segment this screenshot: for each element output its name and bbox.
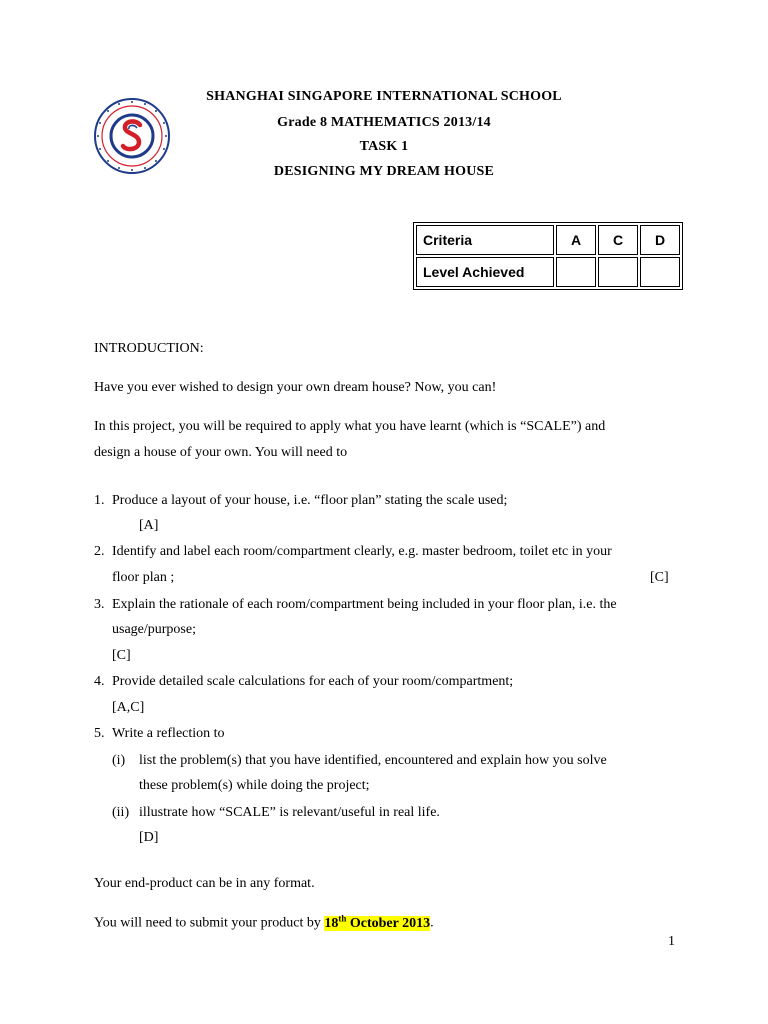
level-cell-a[interactable] [556,257,596,287]
deadline-day: 18 [324,915,339,931]
criteria-col-d: D [640,225,680,255]
course-title: Grade 8 MATHEMATICS 2013/14 [277,115,491,130]
item-1-number: 1. [94,493,105,508]
item-2-number: 2. [94,544,105,559]
school-name: SHANGHAI SINGAPORE INTERNATIONAL SCHOOL [206,89,562,104]
criteria-col-a: A [556,225,596,255]
item-3-text: Explain the rationale of each room/compartment being included in your floor plan, i.e. the [112,597,617,612]
criteria-label: Criteria [416,225,554,255]
criteria-table [413,222,683,290]
criteria-col-c: C [598,225,638,255]
item-4-text: Provide detailed scale calculations for each of your room/compartment; [112,674,514,689]
deadline-month-year: October 2013 [346,915,431,931]
criteria-header-row [416,225,680,255]
item-1-text: Produce a layout of your house, i.e. “floor plan” stating the scale used; [112,493,508,508]
subitem-i-number: (i) [112,753,126,768]
item-3-number: 3. [94,597,105,612]
submission-suffix: . [430,915,434,931]
intro-line-1: Have you ever wished to design your own dream house? Now, you can! [94,380,497,395]
intro-heading: INTRODUCTION: [94,341,204,356]
item-3-text-2: usage/purpose; [112,622,196,637]
task-number: TASK 1 [359,139,409,154]
subitem-ii-tag: [D] [139,830,159,845]
intro-line-2a: In this project, you will be required to apply what you have learnt (which is “SCALE”) and [94,419,606,434]
item-2-text-2: floor plan ; [112,570,175,585]
subitem-ii-text: illustrate how “SCALE” is relevant/useful in real life. [139,805,440,820]
deadline-ordinal: th [338,913,347,923]
submission-line [94,913,434,932]
task-title: DESIGNING MY DREAM HOUSE [273,164,495,179]
intro-line-2b: design a house of your own. You will need to [94,445,348,460]
subitem-i-text-2: these problem(s) while doing the project; [139,778,370,793]
level-cell-c[interactable] [598,257,638,287]
subitem-i-text: list the problem(s) that you have identified, encountered and explain how you solve [139,753,607,768]
level-cell-d[interactable] [640,257,680,287]
item-4-tag: [A,C] [112,700,145,715]
item-4-number: 4. [94,674,105,689]
item-5-number: 5. [94,726,105,741]
item-1-tag: [A] [139,518,159,533]
item-2-text: Identify and label each room/compartment clearly, e.g. master bedroom, toilet etc in your [112,544,612,559]
page-number: 1 [668,934,675,949]
item-2-tag: [C] [650,570,669,585]
format-note: Your end-product can be in any format. [94,876,315,891]
item-3-tag: [C] [112,648,131,663]
subitem-ii-number: (ii) [112,805,130,820]
level-achieved-row [416,257,680,287]
level-achieved-label: Level Achieved [416,257,554,287]
item-5-text: Write a reflection to [112,726,225,741]
submission-prefix: You will need to submit your product by [94,915,325,931]
deadline-highlight [324,913,431,931]
